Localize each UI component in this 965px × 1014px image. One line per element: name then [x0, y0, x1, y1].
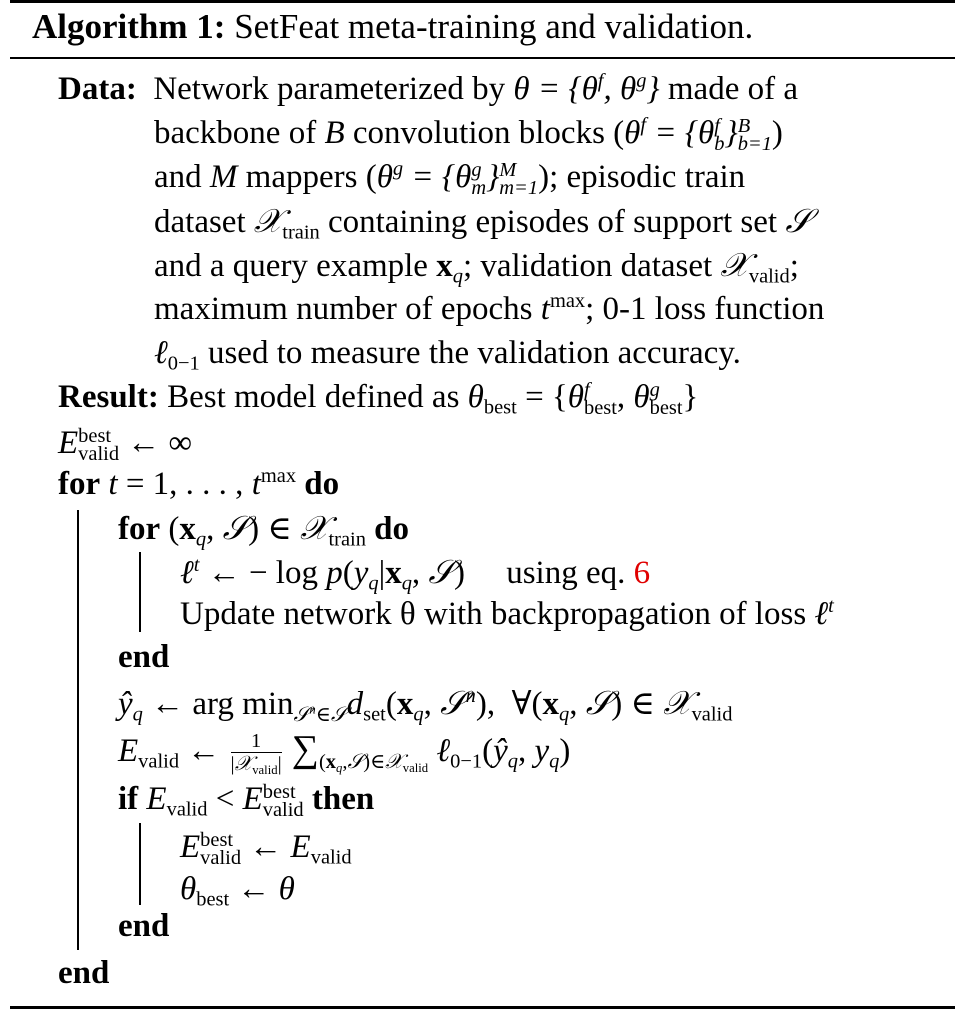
data-line-2: backbone of B convolution blocks ($\theta^f = \{\theta$ f b } B b=1 ) [154, 114, 783, 156]
if-block-bar [139, 823, 141, 905]
outer-for-line: for t = 1, . . . , $t^{max}$ do [58, 465, 340, 502]
data-line-6: maximum number of epochs $t^{max}$; 0-1 loss function [154, 290, 825, 327]
inner-loop-bar [139, 552, 141, 632]
loss-line: ℓ$^t$ ← − $\log p(y_q|x_q$, 𝒮) using eq. 6 [180, 552, 651, 595]
algorithm-label: Algorithm 1: [32, 7, 226, 46]
title-rule [10, 57, 955, 59]
equation-link[interactable]: 6 [633, 555, 651, 591]
data-line-1: Data: Network parameterized by $\theta = \{\theta^f$, $\theta^g$} made of a [58, 70, 798, 107]
error-line: $E_{valid}$ ← $\frac{1}{|𝒳_{valid}|}$ $\sum_{(x_q,𝒮)\in 𝒳_{valid}}$ $\ell_{0-1}(ŷ_q$, $y_q$) [118, 728, 571, 778]
data-line-4: dataset 𝒳$_{train}$ containing episodes of support set 𝒮 [154, 201, 811, 244]
result-line: Result: Best model defined as $\theta_{best} = \{\theta$ f best , θ g best } [58, 379, 699, 420]
prediction-line: $ŷ_q$ ← arg $\min_{𝒮^n\in 𝒮}d_{set}(x_q$, 𝒮$^n$), $\forall(x_q$, 𝒮) ∈ 𝒳$_{valid}$ [118, 683, 733, 726]
if-line: if $E_{valid} < E$ best valid then [118, 781, 375, 822]
top-rule [10, 0, 955, 3]
algorithm-title-line [32, 7, 753, 47]
result-keyword: Result: [58, 379, 159, 415]
best-error-update-line: E best valid ← $E_{valid}$ [180, 829, 352, 870]
algorithm-title: SetFeat meta-training and validation. [234, 7, 754, 46]
outer-loop-bar [77, 510, 79, 950]
math-theta-f: $\theta^f = \{\theta$ f b } B b=1 [624, 114, 772, 156]
data-line-7: ℓ$_{0-1}$ used to measure the validation accuracy. [154, 335, 741, 375]
if-end: end [118, 908, 170, 944]
outer-end: end [58, 955, 110, 991]
data-line-3: and M mappers ($\theta^g = \{\theta$ g m } M m=1 ); episodic train [154, 158, 746, 200]
init-line: E best valid ← ∞ [58, 425, 193, 466]
data-line-5: and a query example $x_q$; validation dataset 𝒳$_{valid}$; [154, 245, 799, 288]
inner-for-line: for ($x_q$, 𝒮) ∈ 𝒳$_{train}$ do [118, 508, 410, 551]
data-keyword: Data: [58, 71, 137, 107]
bottom-rule [10, 1006, 955, 1009]
inner-end: end [118, 639, 170, 675]
update-line: Update network θ with backpropagation of loss ℓ$^t$ [180, 595, 834, 632]
math-theta-g: $\theta^g = \{\theta$ g m } M m=1 [376, 158, 539, 200]
math-theta-set: $\theta = \{\theta^f$, $\theta^g$} [513, 70, 660, 107]
best-theta-update-line: $\theta_{best}$ ← θ [180, 871, 295, 911]
